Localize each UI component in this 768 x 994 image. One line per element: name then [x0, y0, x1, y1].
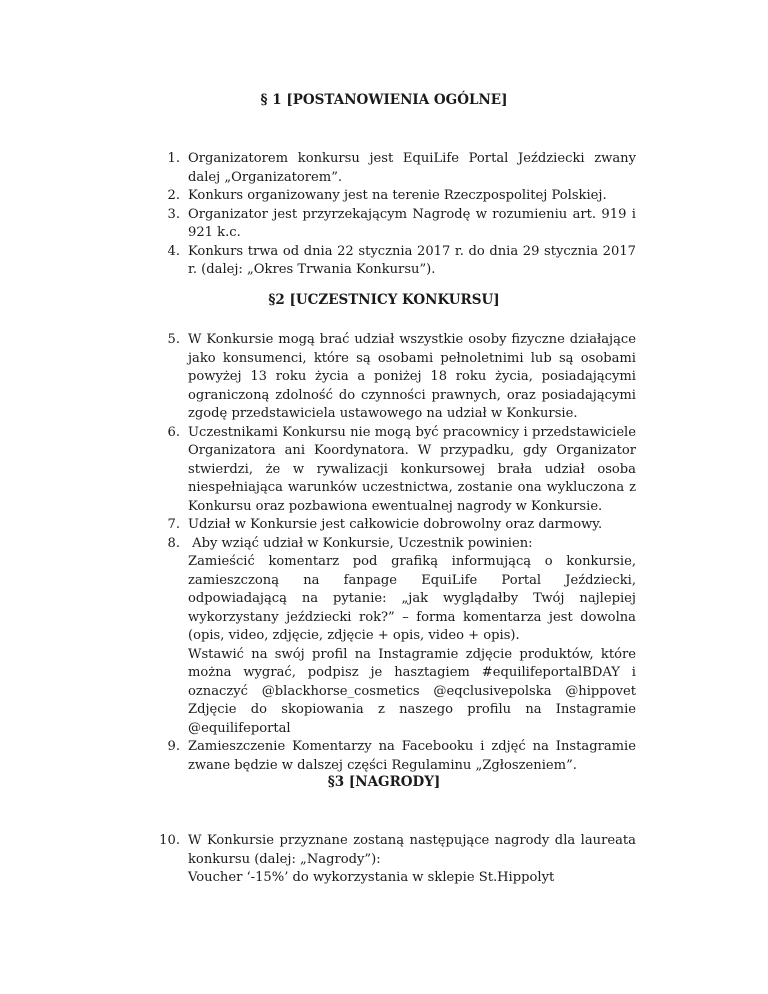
item-text: Organizator jest przyrzekającym Nagrodę w rozumieniu art. 919 i 921 k.c. — [188, 206, 636, 240]
item-text: Udział w Konkursie jest całkowicie dobrowolny oraz darmowy. — [188, 517, 603, 532]
list-item — [167, 187, 636, 206]
item-text: Wstawić na swój profil na Instagramie zdjęcie produktów, które można wygrać, podpisz je hasztagiem #equilifeportalBDAY i oznaczyć @blackhorse_cosmetics @eqclusivepolska @hippovet — [188, 646, 636, 699]
section-3-heading: §3 [NAGRODY] — [327, 774, 441, 790]
item-text: Konkurs trwa od dnia 22 stycznia 2017 r. do dnia 29 stycznia 2017 r. (dalej: „Okres Trwania Konkursu”). — [188, 243, 636, 277]
list-item — [167, 535, 636, 739]
item-number: 5. — [167, 332, 180, 347]
item-number: 1. — [167, 151, 180, 166]
list-item — [167, 516, 636, 535]
item-text: Voucher ‘-15%’ do wykorzystania w sklepie St.Hippolyt — [188, 870, 555, 885]
item-text: Organizatorem konkursu jest EquiLife Portal Jeździecki zwany dalej „Organizatorem”. — [188, 151, 636, 185]
section-1-heading: § 1 [POSTANOWIENIA OGÓLNE] — [260, 92, 508, 108]
item-text: Zdjęcie do skopiowania z naszego profilu na Instagramie @equilifeportal — [188, 702, 636, 736]
item-number: 3. — [167, 206, 180, 222]
list-item — [167, 206, 636, 243]
item-number: 7. — [167, 517, 180, 532]
list-item — [167, 424, 636, 517]
item-text: W Konkursie mogą brać udział wszystkie osoby fizyczne działające jako konsumenci, które są osobami pełnoletnimi lub są osobami powyżej 13 roku życia a poniżej 18 roku życia, posiadającymi ograniczoną zdolność do czynności prawnych, oraz posiadającymi zgodę przedstawiciela ustawowego na udział w Konkursie. — [188, 332, 636, 421]
item-text: Zamieścić komentarz pod grafiką informującą o konkursie, zamieszczoną na fanpage EquiLife Portal Jeździecki, odpowiadającą na pytanie: „jak wyglądałby Twój najlepiej wykorzystany jeździecki rok?” – forma komentarza jest dowolna (opis, video, zdjęcie, zdjęcie + opis, video + opis). — [188, 554, 636, 643]
item-text: Zamieszczenie Komentarzy na Facebooku i zdjęć na Instagramie zwane będzie w dalszej części Regulaminu „Zgłoszeniem”. — [188, 739, 636, 773]
item-text: W Konkursie przyznane zostaną następujące nagrody dla laureata konkursu (dalej: „Nagrody”): — [188, 833, 636, 867]
section-1-list — [167, 150, 636, 280]
item-number: 9. — [167, 739, 180, 754]
list-item — [167, 738, 636, 775]
list-item — [167, 331, 636, 424]
item-text: Uczestnikami Konkursu nie mogą być pracownicy i przedstawiciele Organizatora ani Koordynatora. W przypadku, gdy Organizator stwierdzi, że w rywalizacji konkursowej brała udział osoba niespełniająca warunków uczestnictwa, zostanie ona wykluczona z Konkursu oraz pozbawiona ewentualnej nagrody w Konkursie. — [188, 424, 636, 514]
section-2-list — [167, 331, 636, 775]
list-item — [167, 243, 636, 280]
list-item — [167, 150, 636, 187]
item-number: 8. — [167, 535, 180, 551]
item-number: 6. — [167, 424, 180, 440]
item-text: Konkurs organizowany jest na terenie Rzeczpospolitej Polskiej. — [188, 188, 607, 203]
list-item — [159, 832, 636, 888]
section-2-heading: §2 [UCZESTNICY KONKURSU] — [268, 292, 500, 308]
item-number: 10. — [159, 833, 180, 848]
item-number: 2. — [167, 188, 180, 203]
section-3-list — [159, 832, 636, 888]
item-number: 4. — [167, 243, 180, 259]
item-text: Aby wziąć udział w Konkursie, Uczestnik powinien: — [188, 535, 533, 551]
